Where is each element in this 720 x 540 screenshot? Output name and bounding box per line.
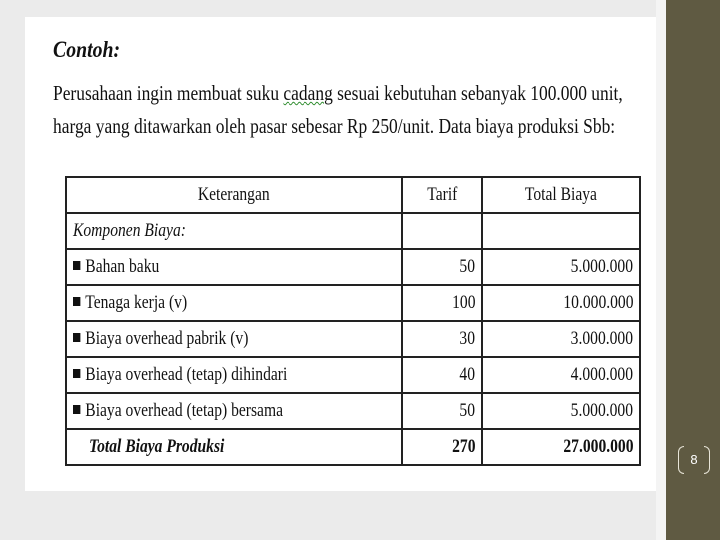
row-tarif: 50: [402, 393, 482, 429]
page-number-text: 8: [690, 452, 698, 467]
header-tarif: Tarif: [402, 177, 482, 213]
empty-cell: [402, 213, 482, 249]
bracket-right-icon: [704, 446, 710, 474]
line1-after: sesuai kebutuhan sebanyak 100.000 unit,: [332, 81, 623, 105]
row-label: Tenaga kerja (v): [66, 285, 402, 321]
total-row: [66, 429, 640, 465]
table-row: [66, 393, 640, 429]
row-label: Bahan baku: [66, 249, 402, 285]
cost-table: [65, 176, 641, 466]
row-tarif: 30: [402, 321, 482, 357]
row-total: 3.000.000: [482, 321, 640, 357]
bracket-left-icon: [678, 446, 684, 474]
total-tarif: 270: [402, 429, 482, 465]
row-label: Biaya overhead (tetap) bersama: [66, 393, 402, 429]
empty-cell: [482, 213, 640, 249]
header-total-biaya: Total Biaya: [482, 177, 640, 213]
square-bullet-icon: [73, 297, 80, 306]
table-row: [66, 285, 640, 321]
square-bullet-icon: [73, 333, 80, 342]
problem-line-1: [53, 81, 623, 106]
square-bullet-icon: [73, 405, 80, 414]
problem-line-2: harga yang ditawarkan oleh pasar sebesar Rp 250/unit. Data biaya produksi Sbb:: [53, 114, 616, 138]
section-row: [66, 213, 640, 249]
row-label: Biaya overhead pabrik (v): [66, 321, 402, 357]
table-row: [66, 357, 640, 393]
section-label: Komponen Biaya:: [66, 213, 402, 249]
divider-strip: [656, 0, 666, 540]
table-row: [66, 321, 640, 357]
total-biaya: 27.000.000: [482, 429, 640, 465]
total-label: Total Biaya Produksi: [66, 429, 402, 465]
header-keterangan: Keterangan: [66, 177, 402, 213]
square-bullet-icon: [73, 369, 80, 378]
table-header-row: [66, 177, 640, 213]
page-number: [680, 446, 708, 474]
example-heading: Contoh:: [53, 37, 121, 62]
row-total: 10.000.000: [482, 285, 640, 321]
spellcheck-flagged-word: cadang: [283, 81, 333, 105]
square-bullet-icon: [73, 261, 80, 270]
table-row: [66, 249, 640, 285]
row-total: 4.000.000: [482, 357, 640, 393]
row-total: 5.000.000: [482, 393, 640, 429]
row-label: Biaya overhead (tetap) dihindari: [66, 357, 402, 393]
slide-content: [25, 17, 656, 491]
row-tarif: 100: [402, 285, 482, 321]
line1-before: Perusahaan ingin membuat suku: [53, 81, 284, 105]
row-total: 5.000.000: [482, 249, 640, 285]
row-tarif: 50: [402, 249, 482, 285]
row-tarif: 40: [402, 357, 482, 393]
